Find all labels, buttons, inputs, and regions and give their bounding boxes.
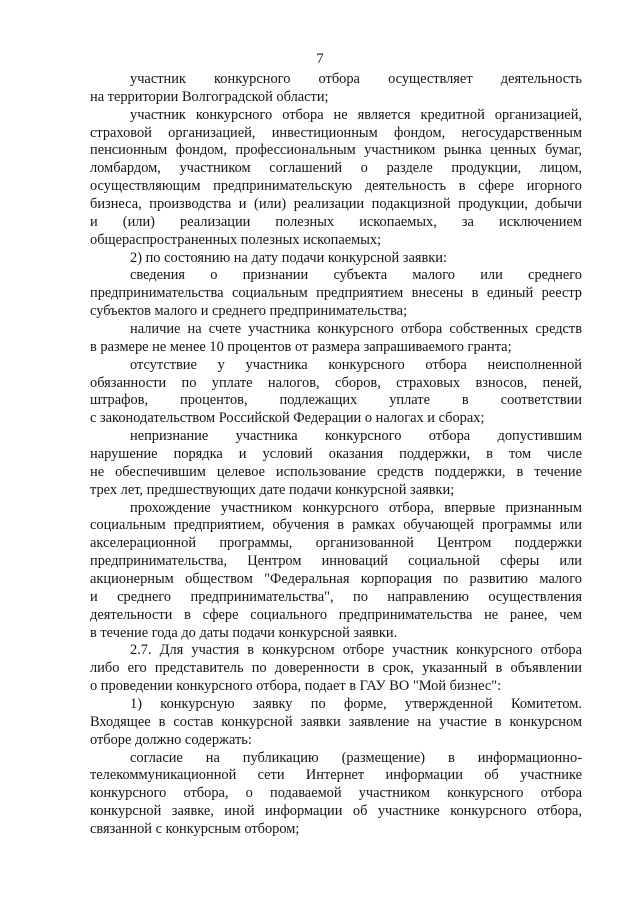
text-line: общераспространенных полезных ископаемых; bbox=[90, 232, 382, 248]
text-line: с законодательством Российской Федерации о налогах и сборах; bbox=[90, 410, 485, 426]
text-line: страховой организацией, инвестиционным фондом, негосударственным bbox=[90, 125, 582, 141]
text-line: согласие на публикацию (размещение) в информационно- bbox=[130, 750, 582, 766]
text-line: непризнание участника конкурсного отбора допустившим bbox=[130, 428, 582, 444]
text-line: участник конкурсного отбора не является кредитной организацией, bbox=[130, 107, 582, 123]
text-line: ломбардом, участником соглашений о разделе продукции, лицом, bbox=[90, 160, 582, 176]
text-line: телекоммуникационной сети Интернет информации об участнике bbox=[90, 767, 582, 783]
text-line: осуществляющим предпринимательскую деятельность в сфере игорного bbox=[90, 178, 582, 194]
text-line: нарушение порядка и условий оказания поддержки, в том числе bbox=[90, 446, 582, 462]
text-line: пенсионным фондом, профессиональным участником рынка ценных бумаг, bbox=[90, 142, 582, 158]
text-line: и (или) реализации полезных ископаемых, за исключением bbox=[90, 214, 582, 230]
text-line: социальным предприятием, обучения в рамках обучающей программы или bbox=[90, 517, 582, 533]
text-line: субъектов малого и среднего предпринимательства; bbox=[90, 303, 408, 319]
text-line: 2) по состоянию на дату подачи конкурсной заявки: bbox=[130, 250, 447, 266]
text-line: и среднего предпринимательства", по направлению осуществления bbox=[90, 589, 582, 605]
text-line: прохождение участником конкурсного отбора, впервые признанным bbox=[130, 500, 582, 516]
text-line: конкурсного отбора, о подаваемой участником конкурсного отбора bbox=[90, 785, 582, 801]
text-line: о проведении конкурсного отбора, подает в ГАУ ВО "Мой бизнес": bbox=[90, 678, 502, 694]
text-line: 2.7. Для участия в конкурсном отборе участник конкурсного отбора bbox=[130, 642, 582, 658]
text-line: сведения о признании субъекта малого или среднего bbox=[130, 267, 582, 283]
text-line: в размере не менее 10 процентов от размера запрашиваемого гранта; bbox=[90, 339, 512, 355]
text-line: не обеспечившим целевое использование средств поддержки, в течение bbox=[90, 464, 582, 480]
text-line: штрафов, процентов, подлежащих уплате в соответствии bbox=[90, 392, 582, 408]
text-line: трех лет, предшествующих дате подачи конкурсной заявки; bbox=[90, 482, 455, 498]
text-line: предпринимательства социальным предприятием внесены в единый реестр bbox=[90, 285, 582, 301]
text-line: акционерным обществом "Федеральная корпорация по развитию малого bbox=[90, 571, 582, 587]
text-line: в течение года до даты подачи конкурсной заявки. bbox=[90, 625, 398, 641]
text-line: либо его представитель по доверенности в срок, указанный в объявлении bbox=[90, 660, 582, 676]
text-line: бизнеса, производства и (или) реализации подакцизной продукции, добычи bbox=[90, 196, 582, 212]
page-number: 7 bbox=[316, 51, 324, 67]
text-line: Входящее в состав конкурсной заявки заявление на участие в конкурсном bbox=[90, 714, 582, 730]
text-line: на территории Волгоградской области; bbox=[90, 89, 329, 105]
text-line: отборе должно содержать: bbox=[90, 732, 252, 748]
text-line: конкурсной заявке, иной информации об участнике конкурсного отбора, bbox=[90, 803, 582, 819]
text-line: 1) конкурсную заявку по форме, утвержденной Комитетом. bbox=[130, 696, 582, 712]
text-line: участник конкурсного отбора осуществляет деятельность bbox=[130, 71, 582, 87]
text-line: отсутствие у участника конкурсного отбора неисполненной bbox=[130, 357, 582, 373]
text-line: предпринимательства, Центром инноваций социальной сферы или bbox=[90, 553, 582, 569]
text-line: деятельности в сфере социального предпринимательства не ранее, чем bbox=[90, 607, 582, 623]
text-line: наличие на счете участника конкурсного отбора собственных средств bbox=[130, 321, 582, 337]
text-line: акселерационной программы, организованной Центром поддержки bbox=[90, 535, 582, 551]
text-line: связанной с конкурсным отбором; bbox=[90, 821, 300, 837]
text-line: обязанности по уплате налогов, сборов, страховых взносов, пеней, bbox=[90, 375, 582, 391]
